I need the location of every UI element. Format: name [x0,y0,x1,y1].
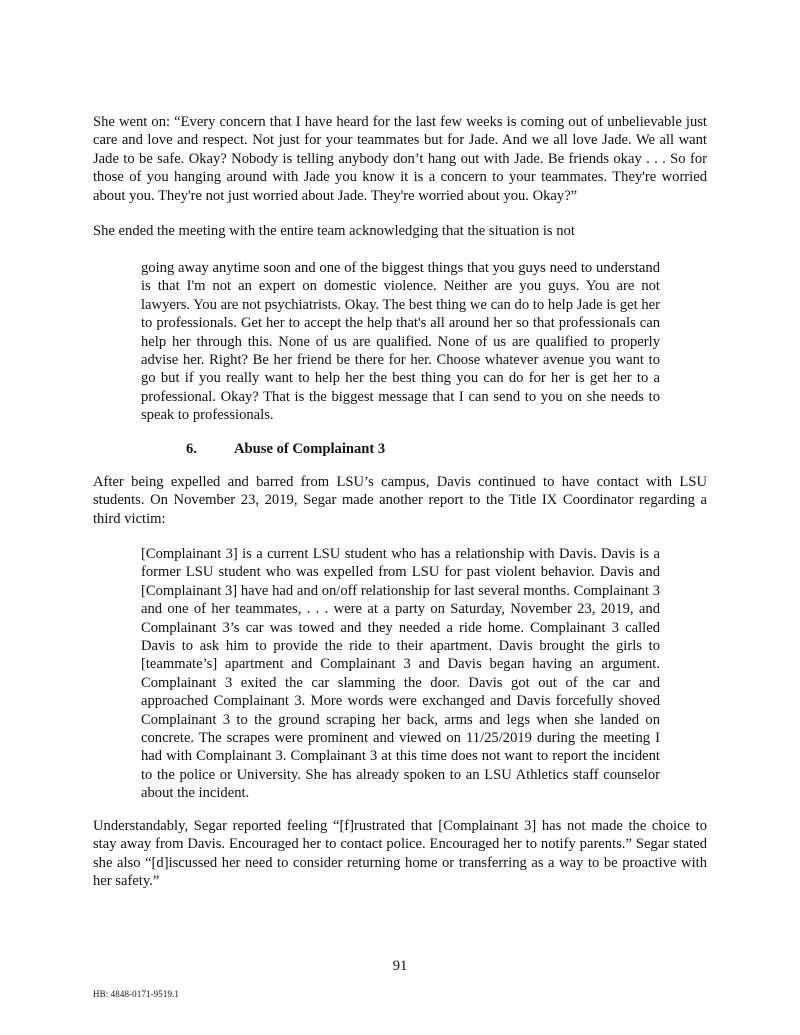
block-quote-segar-report: [Complainant 3] is a current LSU student who has a relationship with Davis. Davis is a former LSU student who was expelled from LSU for past violent behavior. Davis and [Complainant 3] have had and on/off relationship for last several months. Complainant 3 and one of her teammates, . . . were at a party on Saturday, November 23, 2019, and Complainant 3’s car was towed and they needed a ride home. Complainant 3 called Davis to ask him to provide the ride to their apartment. Davis brought the girls to [teammate’s] apartment and Complainant 3 and Davis began having an argument. Complainant 3 exited the car slamming the door. Davis got out of the car and approached Complainant 3. More words were exchanged and Davis forcefully shoved Complainant 3 to the ground scraping her back, arms and legs when she landed on concrete. The scrapes were prominent and viewed on 11/25/2019 during the meeting I had with Complainant 3. Complainant 3 at this time does not want to report the incident to the police or University. She has already spoken to an LSU Athletics staff counselor about the incident. [141,546,660,802]
section-heading-number: 6. [186,441,197,457]
paragraph-meeting-end: She ended the meeting with the entire team acknowledging that the situation is not [93,223,575,239]
paragraph-team-meeting-quote: She went on: “Every concern that I have heard for the last few weeks is coming out of unbelievable just care and love and respect. Not just for your teammates but for Jade. And we all love Jade. We all want Jade to be safe. Okay? Nobody is telling anybody don’t hang out with Jade. Be friends okay . . . So for those of you hanging around with Jade you know it is a concern to your teammates. They're worried about you. They're not just worried about Jade. They're worried about you. Okay?” [93,114,707,204]
paragraph-segar-frustrated: Understandably, Segar reported feeling “[f]rustrated that [Complainant 3] has not made the choice to stay away from Davis. Encouraged her to contact police. Encouraged her to notify parents.” Segar stated she also “[d]iscussed her need to consider returning home or transferring as a way to be proactive with her safety.” [93,818,707,890]
section-heading-title: Abuse of Complainant 3 [234,441,386,457]
paragraph-davis-contact: After being expelled and barred from LSU’s campus, Davis continued to have contact with LSU students. On November 23, 2019, Segar made another report to the Title IX Coordinator regarding a third victim: [93,474,707,527]
block-quote-professionals: going away anytime soon and one of the biggest things that you guys need to understand is that I'm not an expert on domestic violence. Neither are you guys. You are not lawyers. You are not psychiatrists. Okay. The best thing we can do to help Jade is get her to professionals. Get her to accept the help that's all around her so that professionals can help her through this. None of us are qualified. None of us are qualified to properly advise her. Right? Be her friend be there for her. Choose whatever avenue you want to go but if you really want to help her the best thing you can do for her is get her to a professional. Okay? That is the biggest message that I can send to you on she needs to speak to professionals. [141,260,660,424]
page-number: 91 [392,958,408,974]
document-id: HB: 4848-0171-9519.1 [93,989,179,999]
section-heading [186,441,385,458]
